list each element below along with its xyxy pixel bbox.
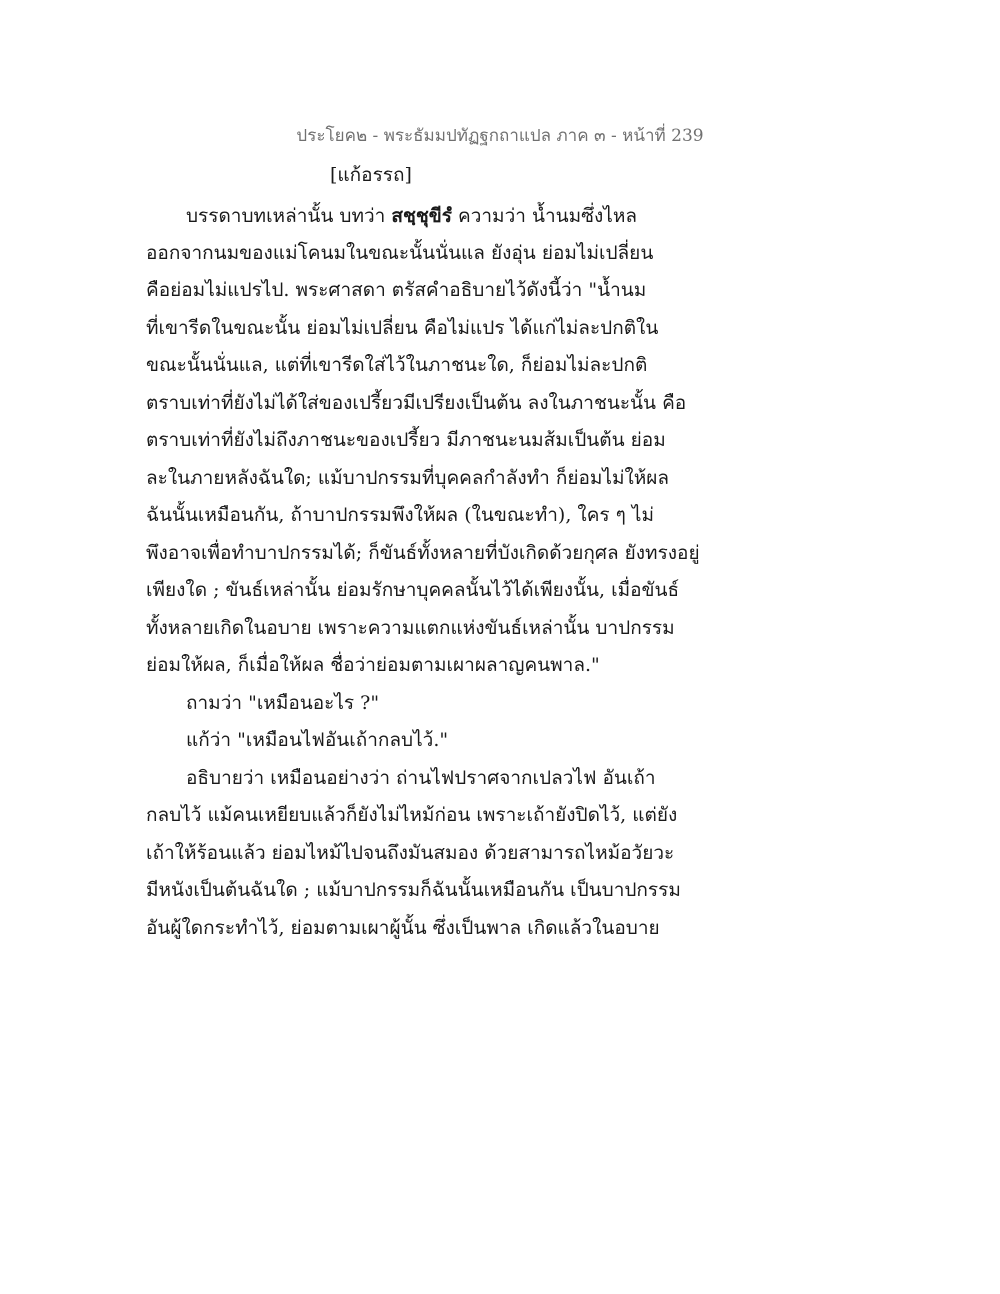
paragraph-line: ขณะนั้นนั่นแล, แต่ที่เขารีดใส่ไว้ในภาชนะใด, ก็ย่อมไม่ละปกติ <box>146 354 648 376</box>
paragraph-line: ที่เขารีดในขณะนั้น ย่อมไม่เปลี่ยน คือไม่แปร ได้แก่ไม่ละปกติใน <box>146 317 659 339</box>
paragraph-line: ละในภายหลังฉันใด; แม้บาปกรรมที่บุคคลกำลังทำ ก็ย่อมไม่ให้ผล <box>146 467 670 489</box>
section-heading: [แก้อรรถ] <box>330 164 412 186</box>
paragraph-line <box>186 203 637 229</box>
paragraph-line: ฉันนั้นเหมือนกัน, ถ้าบาปกรรมพึงให้ผล (ในขณะทำ), ใคร ๆ ไม่ <box>146 504 654 526</box>
text-run: บรรดาบทเหล่านั้น บทว่า <box>186 205 392 227</box>
paragraph-line: ตราบเท่าที่ยังไม่ถึงภาชนะของเปรี้ยว มีภาชนะนมส้มเป็นต้น ย่อม <box>146 429 666 451</box>
paragraph-line: ออกจากนมของแม่โคนมในขณะนั้นนั่นแล ยังอุ่น ย่อมไม่เปลี่ยน <box>146 242 654 264</box>
paragraph-line: ทั้งหลายเกิดในอบาย เพราะความแตกแห่งขันธ์เหล่านั้น บาปกรรม <box>146 617 675 639</box>
paragraph-line: ย่อมให้ผล, ก็เมื่อให้ผล ชื่อว่าย่อมตามเผาผลาญคนพาล." <box>146 654 600 676</box>
pali-term: สชฺชุขีรํ <box>391 205 452 227</box>
paragraph-line: พึงอาจเพื่อทำบาปกรรมได้; ก็ขันธ์ทั้งหลายที่บังเกิดด้วยกุศล ยังทรงอยู่ <box>146 542 700 564</box>
paragraph-line: เพียงใด ; ขันธ์เหล่านั้น ย่อมรักษาบุคคลนั้นไว้ได้เพียงนั้น, เมื่อขันธ์ <box>146 579 680 601</box>
running-header: ประโยค๒ - พระธัมมปทัฏฐกถาแปล ภาค ๓ - หน้าที่ 239 <box>296 126 704 146</box>
answer-line: แก้ว่า "เหมือนไฟอันเถ้ากลบไว้." <box>186 729 449 751</box>
question-line: ถามว่า "เหมือนอะไร ?" <box>186 692 380 714</box>
text-run: ความว่า น้ำนมซึ่งไหล <box>451 205 638 227</box>
paragraph-line: คือย่อมไม่แปรไป. พระศาสดา ตรัสคำอธิบายไว้ดังนี้ว่า "น้ำนม <box>146 279 647 301</box>
paragraph-line: อันผู้ใดกระทำไว้, ย่อมตามเผาผู้นั้น ซึ่งเป็นพาล เกิดแล้วในอบาย <box>146 917 660 939</box>
paragraph-line: อธิบายว่า เหมือนอย่างว่า ถ่านไฟปราศจากเปลวไฟ อันเถ้า <box>186 767 656 789</box>
paragraph-line: ตราบเท่าที่ยังไม่ได้ใส่ของเปรี้ยวมีเปรียงเป็นต้น ลงในภาชนะนั้น คือ <box>146 392 687 414</box>
paragraph-line: มีหนังเป็นต้นฉันใด ; แม้บาปกรรมก็ฉันนั้นเหมือนกัน เป็นบาปกรรม <box>146 879 681 901</box>
paragraph-line: เถ้าให้ร้อนแล้ว ย่อมไหม้ไปจนถึงมันสมอง ด้วยสามารถไหม้อวัยวะ <box>146 842 675 864</box>
paragraph-line: กลบไว้ แม้คนเหยียบแล้วก็ยังไม่ไหม้ก่อน เพราะเถ้ายังปิดไว้, แต่ยัง <box>146 804 678 826</box>
